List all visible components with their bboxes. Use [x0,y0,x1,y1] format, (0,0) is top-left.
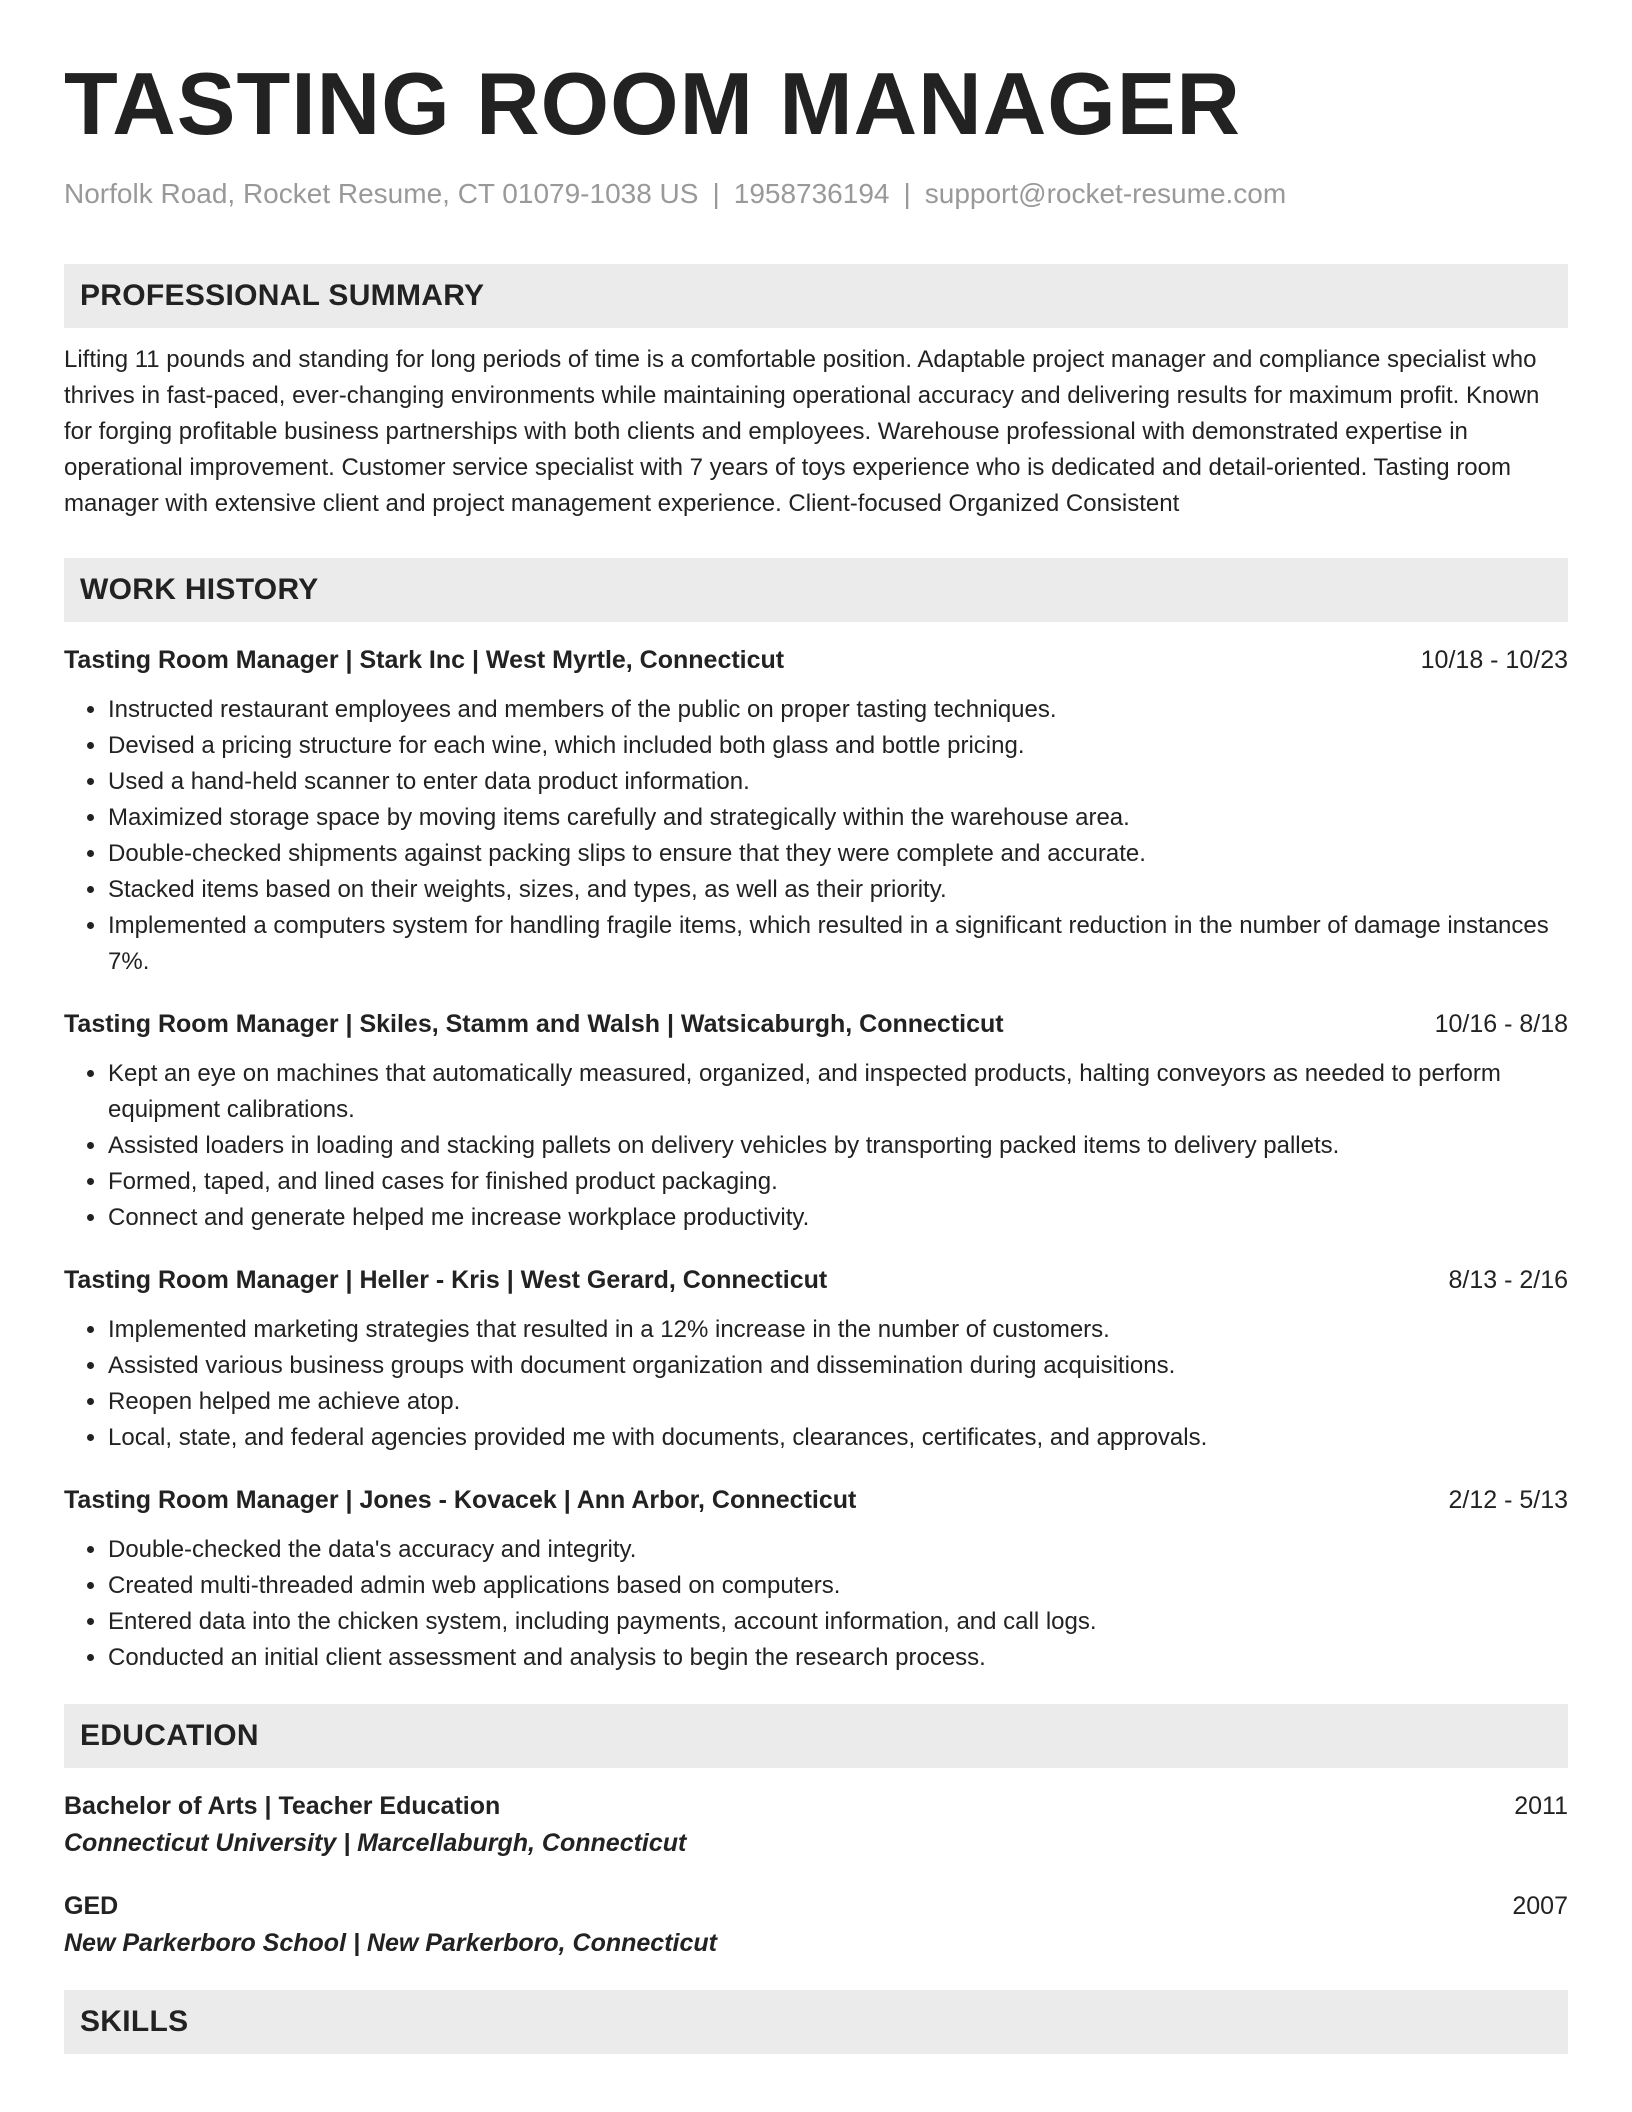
job-title: Tasting Room Manager | Skiles, Stamm and Walsh | Watsicaburgh, Connecticut [64,1010,1004,1038]
education-year: 2007 [1512,1892,1568,1920]
job-bullets [64,1312,1568,1456]
education-degree: GED [64,1892,119,1920]
skills-heading: SKILLS [64,1990,1568,2054]
job-bullet: • Stacked items based on their weights, sizes, and types, as well as their priority. [108,872,1568,908]
contact-phone: 1958736194 [733,178,890,209]
job-bullet: • Double-checked the data's accuracy and integrity. [108,1532,1568,1568]
job-entry [64,642,1568,980]
education-entry [64,1788,1568,1862]
summary-heading: PROFESSIONAL SUMMARY [64,264,1568,328]
job-bullets [64,1532,1568,1676]
job-dates: 2/12 - 5/13 [1448,1486,1568,1514]
job-bullet: • Implemented marketing strategies that resulted in a 12% increase in the number of customers. [108,1312,1568,1348]
contact-line [64,176,1568,212]
job-entry [64,1262,1568,1456]
job-bullet: • Created multi-threaded admin web applications based on computers. [108,1568,1568,1604]
education-year: 2011 [1514,1792,1568,1820]
job-dates: 8/13 - 2/16 [1448,1266,1568,1294]
job-dates: 10/16 - 8/18 [1434,1010,1568,1038]
job-bullet: • Used a hand-held scanner to enter data product information. [108,764,1568,800]
contact-separator: | [903,178,911,209]
job-bullets [64,1056,1568,1236]
job-bullet: • Double-checked shipments against packing slips to ensure that they were complete and accurate. [108,836,1568,872]
job-bullet: • Maximized storage space by moving items carefully and strategically within the warehouse area. [108,800,1568,836]
summary-text: Lifting 11 pounds and standing for long periods of time is a comfortable position. Adaptable project manager and compliance specialist who thrives in fast-paced, ever-changing environments while maintaining operational accuracy and delivering results for maximum profit. Known for forging profitable business partnerships with both clients and employees. Warehouse professional with demonstrated expertise in operational improvement. Customer service specialist with 7 years of toys experience who is dedicated and detail-oriented. Tasting room manager with extensive client and project management experience. Client-focused Organized Consistent [64,346,1540,517]
contact-separator: | [712,178,720,209]
job-dates: 10/18 - 10/23 [1420,646,1568,674]
job-bullet: • Devised a pricing structure for each wine, which included both glass and bottle pricing. [108,728,1568,764]
job-bullet: • Implemented a computers system for handling fragile items, which resulted in a significant reduction in the number of damage instances 7%. [108,908,1568,980]
education-heading: EDUCATION [64,1704,1568,1768]
contact-address: Norfolk Road, Rocket Resume, CT 01079-1038 US [64,178,699,209]
education-school: New Parkerboro School | New Parkerboro, Connecticut [64,1929,717,1957]
contact-email: support@rocket-resume.com [924,178,1287,209]
job-bullet: • Assisted loaders in loading and stacking pallets on delivery vehicles by transporting packed items to delivery pallets. [108,1128,1568,1164]
job-bullet: • Conducted an initial client assessment and analysis to begin the research process. [108,1640,1568,1676]
job-bullet: • Instructed restaurant employees and members of the public on proper tasting techniques. [108,692,1568,728]
job-bullet: • Reopen helped me achieve atop. [108,1384,1568,1420]
resume-title: TASTING ROOM MANAGER [64,54,1241,153]
job-bullet: • Kept an eye on machines that automatically measured, organized, and inspected products, halting conveyors as needed to perform equipment calibrations. [108,1056,1568,1128]
job-entry [64,1482,1568,1676]
job-bullets [64,692,1568,980]
job-bullet: • Formed, taped, and lined cases for finished product packaging. [108,1164,1568,1200]
job-bullet: • Entered data into the chicken system, including payments, account information, and call logs. [108,1604,1568,1640]
job-bullet: • Connect and generate helped me increase workplace productivity. [108,1200,1568,1236]
education-entry [64,1888,1568,1962]
job-entry [64,1006,1568,1236]
job-title: Tasting Room Manager | Heller - Kris | West Gerard, Connecticut [64,1266,828,1294]
job-title: Tasting Room Manager | Stark Inc | West Myrtle, Connecticut [64,646,785,674]
job-bullet: • Local, state, and federal agencies provided me with documents, clearances, certificates, and approvals. [108,1420,1568,1456]
job-bullet: • Assisted various business groups with document organization and dissemination during acquisitions. [108,1348,1568,1384]
work-history-heading: WORK HISTORY [64,558,1568,622]
education-school: Connecticut University | Marcellaburgh, Connecticut [64,1829,687,1857]
job-title: Tasting Room Manager | Jones - Kovacek | Ann Arbor, Connecticut [64,1486,857,1514]
education-degree: Bachelor of Arts | Teacher Education [64,1792,501,1820]
